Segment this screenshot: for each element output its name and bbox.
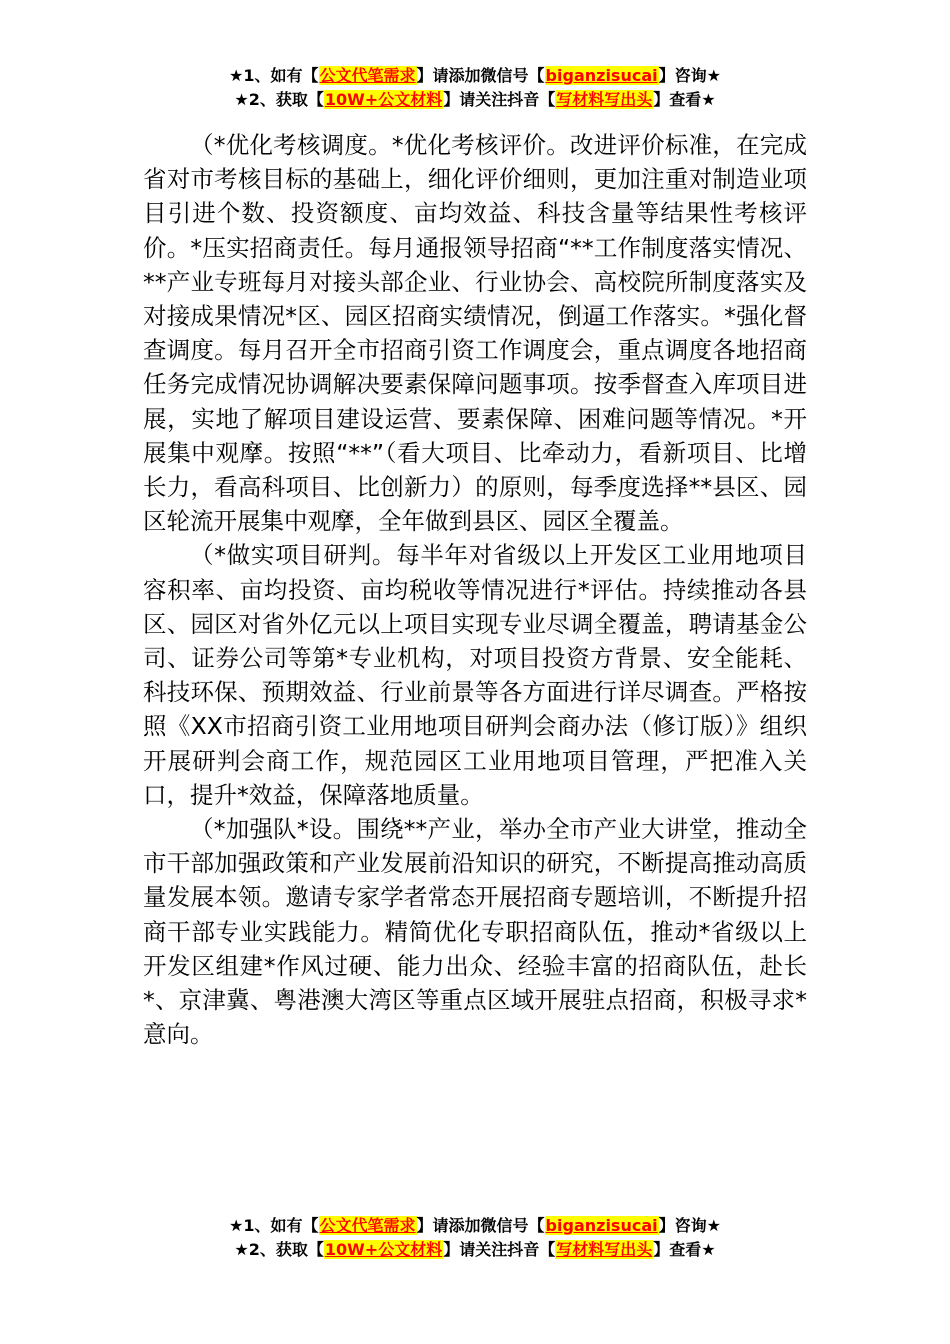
highlight-text: 公文代笔需求	[319, 1216, 416, 1235]
highlight-text: 公文代笔需求	[319, 66, 416, 85]
douyin-account-highlight: 写材料写出头	[556, 90, 653, 109]
banner-text: 】查看★	[653, 1240, 716, 1259]
banner-text: ★2、获取【	[234, 1240, 324, 1259]
banner-text: 】咨询★	[658, 66, 721, 85]
paragraph-assessment: （*优化考核调度。*优化考核评价。改进评价标准，在完成省对市考核目标的基础上，细化评价细则，更加注重对制造业项目引进个数、投资额度、亩均效益、科技含量等结果性考核评价。*压实招商责任。每月通报领导招商“**工作制度落实情况、**产业专班每月对接头部企业、行业协会、高校院所制度落实及对接成果情况*区、园区招商实绩情况，倒逼工作落实。*强化督查调度。每月召开全市招商引资工作调度会，重点调度各地招商任务完成情况协调解决要素保障问题事项。按季督查入库项目进展，实地了解项目建设运营、要素保障、困难问题等情况。*开展集中观摩。按照“**”（看大项目、比牵动力，看新项目、比增长力，看高科项目、比创新力）的原则，每季度选择**县区、园区轮流开展集中观摩，全年做到县区、园区全覆盖。	[143, 131, 807, 536]
banner-line-1	[0, 1214, 950, 1238]
banner-text: ★2、获取【	[234, 90, 324, 109]
banner-text: 】请添加微信号【	[416, 66, 545, 85]
document-body	[143, 128, 807, 1051]
banner-line-2	[0, 88, 950, 112]
header-banner	[0, 64, 950, 112]
banner-text: 】请关注抖音【	[443, 1240, 556, 1259]
douyin-account-highlight: 写材料写出头	[556, 1240, 653, 1259]
paragraph-team-building: （*加强队*设。围绕**产业，举办全市产业大讲堂，推动全市干部加强政策和产业发展前沿知识的研究，不断提高推动高质量发展本领。邀请专家学者常态开展招商专题培训，不断提升招商干部专业实践能力。精简优化专职招商队伍，推动*省级以上开发区组建*作风过硬、能力出众、经验丰富的招商队伍，赴长*、京津冀、粤港澳大湾区等重点区域开展驻点招商，积极寻求*意向。	[143, 815, 807, 1049]
banner-text: 】咨询★	[658, 1216, 721, 1235]
banner-text: 】请添加微信号【	[416, 1216, 545, 1235]
highlight-text: 10W+公文材料	[324, 90, 443, 109]
paragraph-project-review: （*做实项目研判。每半年对省级以上开发区工业用地项目容积率、亩均投资、亩均税收等情况进行*评估。持续推动各县区、园区对省外亿元以上项目实现专业尽调全覆盖，聘请基金公司、证券公司等第*专业机构，对项目投资方背景、安全能耗、科技环保、预期效益、行业前景等各方面进行详尽调查。严格按照《XX市招商引资工业用地项目研判会商办法（修订版）》组织开展研判会商工作，规范园区工业用地项目管理，严把准入关口，提升*效益，保障落地质量。	[143, 541, 807, 809]
banner-text: ★1、如有【	[229, 1216, 319, 1235]
banner-line-2	[0, 1238, 950, 1262]
footer-banner	[0, 1214, 950, 1262]
wechat-id-highlight: biganzisucai	[545, 1216, 658, 1235]
highlight-text: 10W+公文材料	[324, 1240, 443, 1259]
banner-line-1	[0, 64, 950, 88]
banner-text: 】查看★	[653, 90, 716, 109]
banner-text: 】请关注抖音【	[443, 90, 556, 109]
banner-text: ★1、如有【	[229, 66, 319, 85]
wechat-id-highlight: biganzisucai	[545, 66, 658, 85]
